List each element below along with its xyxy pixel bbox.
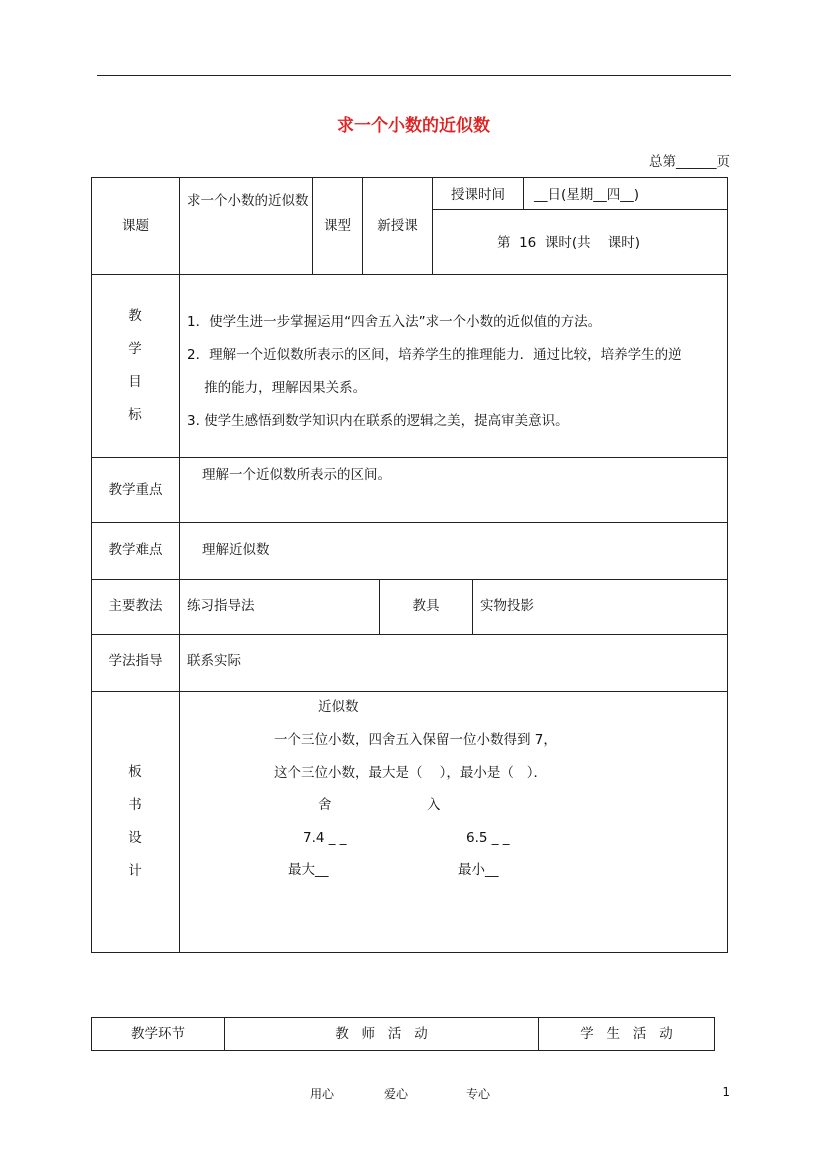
footer-item: 专心: [466, 1087, 491, 1101]
method-label: 主要教法: [108, 598, 163, 614]
activity-col-student: 学 生 活 动: [580, 1026, 673, 1042]
board-min: 最小__: [458, 862, 499, 878]
method-value: 练习指导法: [187, 598, 255, 614]
difficulty-value: 理解近似数: [202, 542, 270, 558]
topic-value: 求一个小数的近似数: [187, 193, 309, 209]
tools-label: 教具: [412, 598, 440, 614]
board-she: 舍: [318, 797, 332, 813]
footer-item: 爱心: [384, 1087, 409, 1101]
time-label: 授课时间: [451, 187, 505, 203]
board-left-number: 7.4 _ _: [303, 830, 347, 846]
type-label: 课型: [324, 218, 351, 234]
board-line-1: 一个三位小数，四舍五入保留一位小数得到 7，: [274, 732, 557, 748]
topic-label: 课题: [122, 218, 149, 234]
objectives-list: [187, 306, 727, 438]
key-label: 教学重点: [108, 482, 163, 498]
study-label: 学法指导: [108, 653, 163, 669]
period-value: 第 16 课时(共 课时): [497, 235, 641, 251]
time-value: __日(星期__四__): [534, 187, 640, 203]
board-heading: 近似数: [318, 699, 359, 715]
board-right-number: 6.5 _ _: [466, 830, 510, 846]
difficulty-label: 教学难点: [108, 542, 163, 558]
page-title: 求一个小数的近似数: [337, 116, 490, 136]
board-line-2: 这个三位小数，最大是（ ），最小是（ ）．: [274, 765, 548, 781]
objective-item: 推的能力，理解因果关系。: [187, 380, 367, 396]
footer-item: 用心: [310, 1087, 335, 1101]
activity-col-teacher: 教 师 活 动: [335, 1026, 428, 1042]
objective-item: 1．使学生进一步掌握运用“四舍五入法”求一个小数的近似值的方法。: [187, 314, 602, 330]
objective-item: 2．理解一个近似数所表示的区间，培养学生的推理能力．通过比较，培养学生的逆: [187, 347, 682, 363]
objectives-label: 教 学 目 标: [128, 308, 142, 423]
tools-value: 实物投影: [480, 598, 534, 614]
board-max: 最大__: [288, 862, 329, 878]
page-total: 总第______页: [649, 154, 730, 170]
study-value: 联系实际: [187, 653, 241, 669]
page-number: 1: [722, 1085, 730, 1099]
activity-col-stage: 教学环节: [131, 1026, 185, 1042]
header-rule: [97, 75, 731, 76]
objective-item: 3. 使学生感悟到数学知识内在联系的逻辑之美，提高审美意识。: [187, 413, 569, 429]
type-value: 新授课: [377, 218, 418, 234]
board-ru: 入: [427, 797, 441, 813]
board-label: 板 书 设 计: [128, 764, 142, 879]
key-value: 理解一个近似数所表示的区间。: [202, 467, 391, 483]
